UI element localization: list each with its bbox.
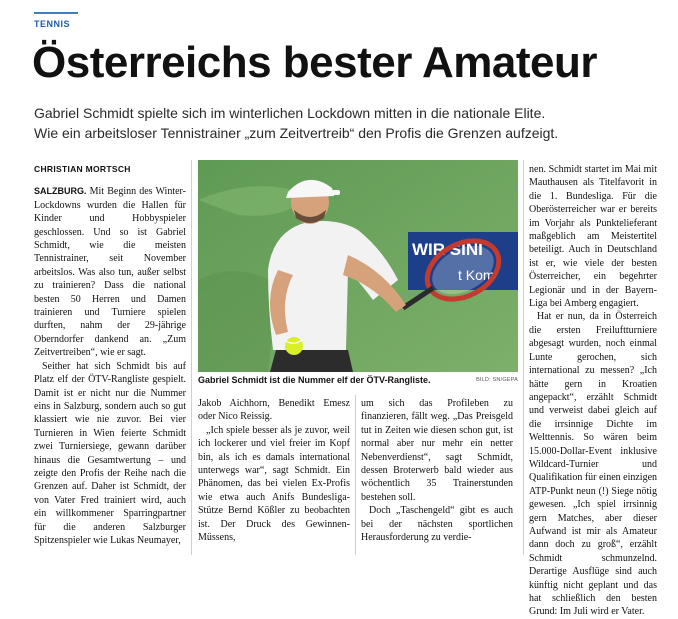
deck: [34, 103, 654, 143]
paragraph-text: Mit Beginn des Winter-Lockdowns wurden die Hallen für Kinder und Hobbyspieler geschlossen. Und so ist Gabriel Schmidt, wie die meisten Tennistrainer, seit November arbeitslos. Was also tun, außer selbst zu trainieren? Dass die national besten 50 Herren und Damen trainieren und Turniere spielen durften, nahm der 29-jährige Oberndorfer dankend an. „Zum Zeitvertreiben“, wie er sagt.: [34, 186, 186, 359]
tennis-player-photo: [198, 160, 518, 372]
photo-credit: BILD: SN/GEPA: [476, 377, 518, 383]
deck-line-1: Gabriel Schmidt spielte sich im winterlichen Lockdown mitten in die nationale Elite.: [34, 105, 546, 121]
caption-text: Gabriel Schmidt ist die Nummer elf der ÖTV-Rangliste.: [198, 375, 431, 385]
article-column-1: [34, 163, 186, 547]
paragraph: [34, 185, 186, 359]
sponsor-banner-text-2: t Kom: [458, 267, 495, 283]
paragraph: nen. Schmidt startet im Mai mit Mauthausen als Titelfavorit in die 1. Bundesliga. Für die Oberösterreicher war er bereits im Vorjahr als Punktelieferant maßgeblich am Meistertitel beteiligt. Auch in Deutschland ist er, wie viele der besten Österreicher, ein begehrter Legionär und in der Bayern-Liga bei Amberg engagiert.: [529, 164, 657, 310]
article-photo: [198, 160, 518, 372]
article-column-3: [361, 397, 513, 544]
paragraph: Doch „Taschengeld“ gibt es auch bei der nächsten sportlichen Herausforderung zu verdie-: [361, 505, 513, 544]
sponsor-banner-text: WIR SINI: [412, 240, 483, 259]
photo-caption: [198, 375, 518, 389]
article-column-2: [198, 397, 350, 544]
headline: Österreichs bester Amateur: [32, 38, 597, 87]
paragraph: Seither hat sich Schmidt bis auf Platz elf der ÖTV-Rangliste gespielt. Damit ist er nicht nur die Nummer eins in Salzburg, sondern auch so gut klassiert wie nie zuvor. Bei vier Turnieren in Wien feierte Schmidt zwei Turniersiege, gewann darüber hinaus die Gesamtwertung – und zeigte den Profis der Reihe nach die Grenzen auf. Daher ist Schmidt, der von Vater Fred trainiert wird, auch ein willkommener Sparringpartner für die anderen Salzburger Spitzenspieler wie Lukas Neumayer,: [34, 360, 186, 546]
paragraph: Jakob Aichhorn, Benedikt Emesz oder Nico Reissig.: [198, 398, 350, 423]
article-column-4: [529, 163, 657, 619]
section-label: TENNIS: [34, 19, 71, 29]
dateline: SALZBURG.: [34, 186, 87, 197]
column-divider: [523, 160, 524, 555]
column-divider: [355, 395, 356, 555]
deck-line-2: Wie ein arbeitsloser Tennistrainer „zum Zeitvertreib“ den Profis die Grenzen aufzeigt.: [34, 125, 559, 141]
author-byline: CHRISTIAN MORTSCH: [34, 164, 131, 174]
column-divider: [191, 160, 192, 555]
paragraph: Hat er nun, da in Österreich die ersten Freiluftturniere abgesagt wurden, noch einmal Lunte gerochen, sich international zu messen? „Ich hätte gern in Kroatien angepackt“, erzählt Schmidt und verweist dabei gleich auf die irrsinnige Dichte im Welttennis. So wären beim 15.000-Dollar-Event inklusive Wildcard-Turnier und Qualifikation für einen einzigen ATP-Punkt neun (!) Siege nötig gewesen. „Ich spiel irrsinnig gern Matches, aber dieser Aufwand ist mir als Amateur dann doch zu groß“, erzählt Schmidt schmunzelnd. Derartige Ausflüge sind auch künftig nicht geplant und das hat schließlich den besten Grund: Im Juli wird er Vater.: [529, 311, 658, 618]
paragraph: „Ich spiele besser als je zuvor, weil ich lockerer und viel freier im Kopf bin, als ich es damals international unterwegs war“, sagt Schmidt. Ein Phänomen, das bei vielen Ex-Profis wie etwa auch Anifs Bundesliga-Stütze Bernd Kößler zu beobachten ist. Der Druck des Gewinnen-Müssens,: [198, 424, 350, 544]
section-rule: [34, 12, 78, 14]
paragraph: um sich das Profileben zu finanzieren, fällt weg. „Das Preisgeld tut in Zeiten wie diesen schon gut, ist normal aber nur mehr ein netter Nebenverdienst“, sagt Schmidt, dessen Broterwerb bald wieder aus wöchentlich 35 Trainerstunden bestehen soll.: [361, 398, 513, 503]
